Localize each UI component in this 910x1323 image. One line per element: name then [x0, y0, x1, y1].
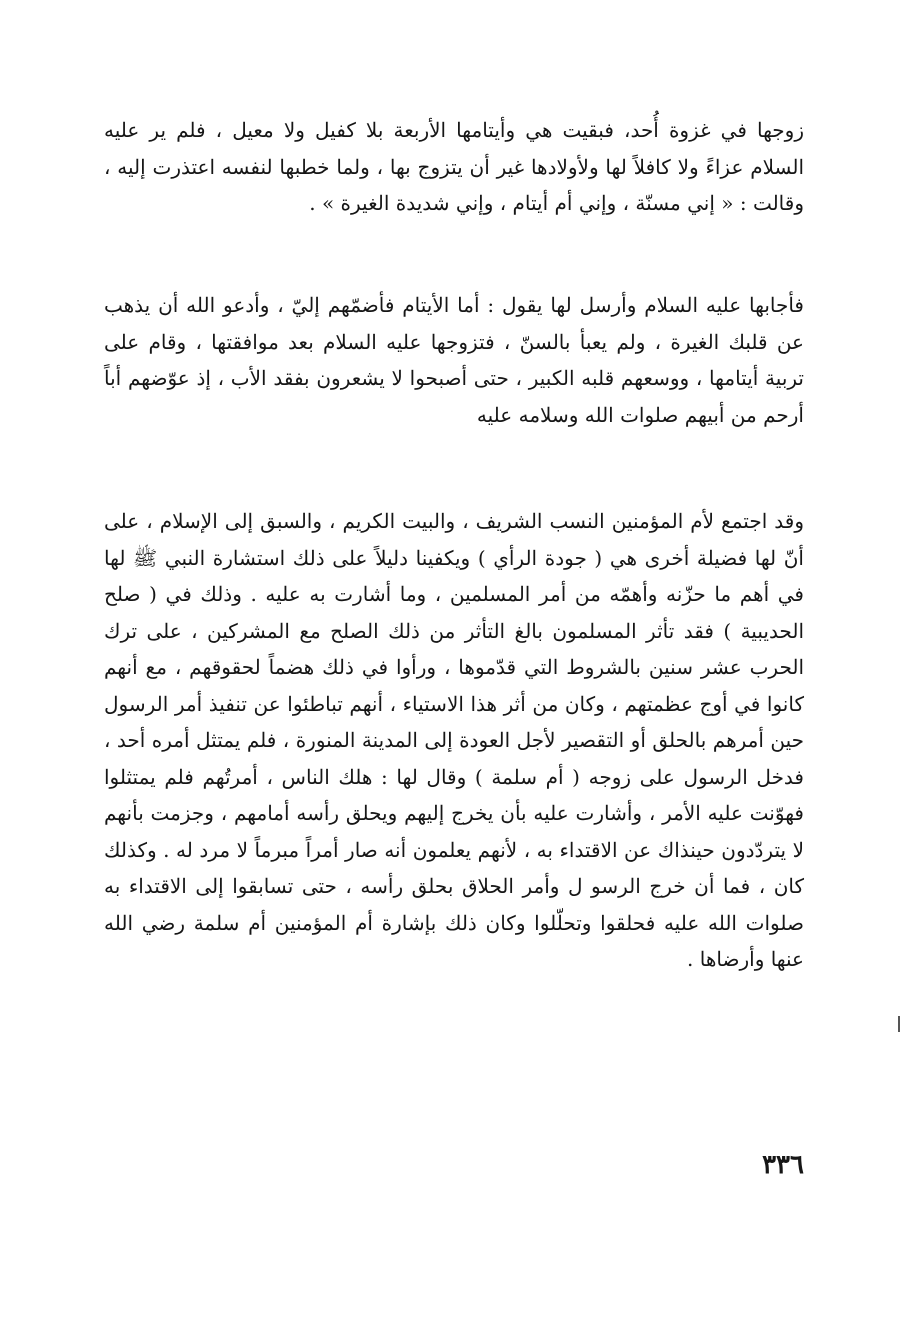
- paragraph-3: وقد اجتمع لأم المؤمنين النسب الشريف ، والبيت الكريم ، والسبق إلى الإسلام ، على أنّ لها فضيلة أخرى هي ( جودة الرأي ) ويكفينا دليلاً على ذلك استشارة النبي ﷺ لها في أهم ما حزّنه وأهمّه من أمر المسلمين ، وما أشارت به عليه . وذلك في ( صلح الحديبية ) فقد تأثر المسلمون بالغ التأثر من ذلك الصلح مع المشركين ، على ترك الحرب عشر سنين بالشروط التي قدّموها ، ورأوا في ذلك هضماً لحقوقهم ، مع أنهم كانوا في أوج عظمتهم ، وكان من أثر هذا الاستياء ، أنهم تباطئوا عن تنفيذ أمر الرسول حين أمرهم بالحلق أو التقصير لأجل العودة إلى المدينة المنورة ، فلم يمتثل أمره أحد ، فدخل الرسول على زوجه ( أم سلمة ) وقال لها : هلك الناس ، أمرتُهم فلم يمتثلوا فهوّنت عليه الأمر ، وأشارت عليه بأن يخرج إليهم ويحلق رأسه أمامهم ، وجزمت بأنهم لا يتردّدون حينذاك عن الاقتداء به ، لأنهم يعلمون أنه صار أمراً مبرماً لا مرد له . وكذلك كان ، فما أن خرج الرسو ل وأمر الحلاق بحلق رأسه ، حتى تسابقوا إلى الاقتداء به صلوات الله عليه فحلقوا وتحلّلوا وكان ذلك بإشارة أم المؤمنين أم سلمة رضي الله عنها وأرضاها .: [104, 509, 804, 971]
- paragraph-1: زوجها في غزوة أُحد، فبقيت هي وأيتامها الأربعة بلا كفيل ولا معيل ، فلم ير عليه السلام عزاءً ولا كافلاً لها ولأولادها غير أن يتزوج بها ، ولما خطبها لنفسه اعتذرت إليه ، وقالت : « إني مسنّة ، وإني أم أيتام ، وإني شديدة الغيرة » .: [104, 118, 804, 215]
- margin-mark: [898, 1016, 900, 1032]
- page-number: ٣٣٦: [762, 1150, 804, 1180]
- paragraph-2: فأجابها عليه السلام وأرسل لها يقول : أما الأيتام فأضمّهم إليّ ، وأدعو الله أن يذهب عن قلبك الغيرة ، ولم يعبأ بالسنّ ، فتزوجها عليه السلام بعد موافقتها ، وقام على تربية أيتامها ، ووسعهم قلبه الكبير ، حتى أصبحوا لا يشعرون بفقد الأب ، إذ عوّضهم أباً أرحم من أبيهم صلوات الله وسلامه عليه: [104, 293, 804, 427]
